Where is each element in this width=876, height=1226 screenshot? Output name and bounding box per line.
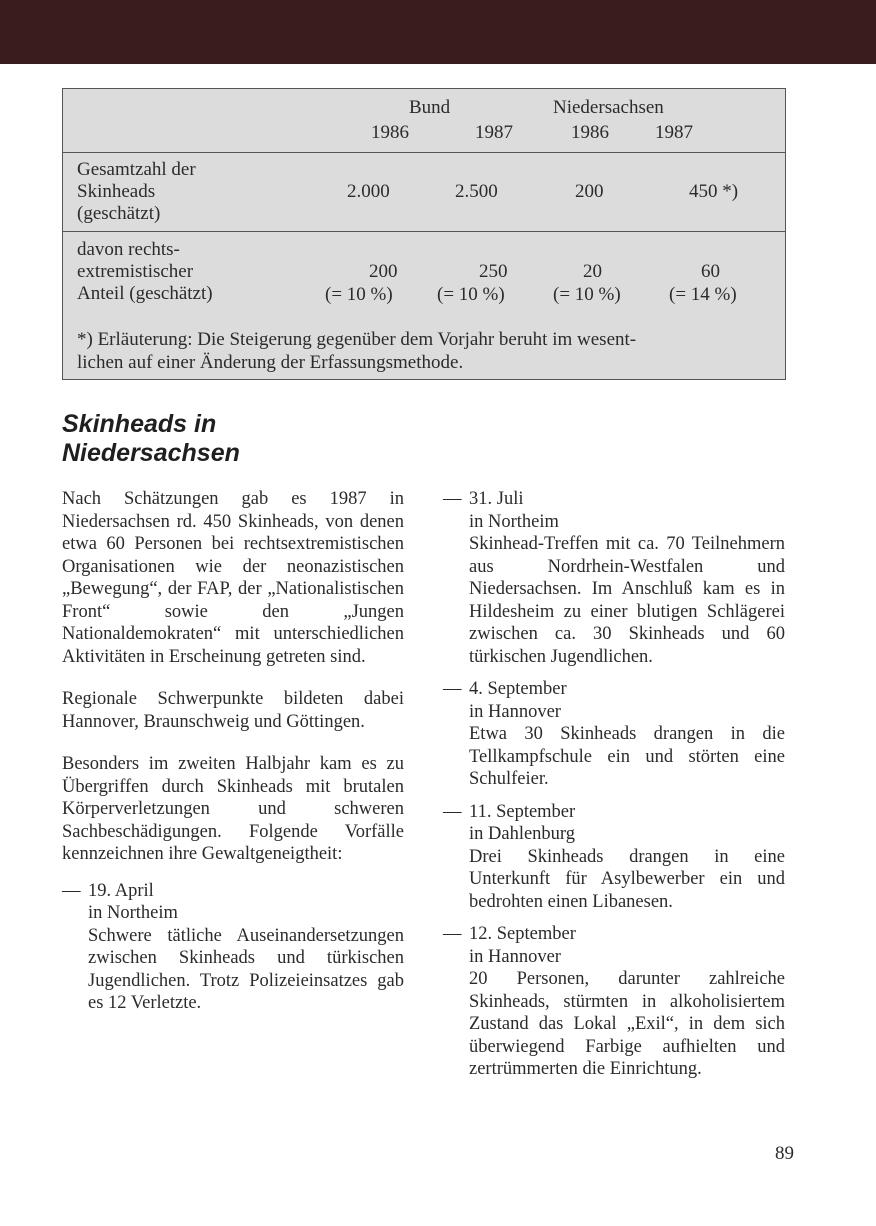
event-date: 12. September: [469, 924, 576, 944]
cell-value: 250: [479, 261, 508, 282]
paragraph: Besonders im zweiten Halbjahr kam es zu Übergriffen durch Skinheads mit brutalen Körperverletzungen und schweren Sachbeschädigungen. Folgende Vorfälle kennzeichnen ihre Gewaltgeneigtheit:: [62, 754, 404, 864]
paragraph: Nach Schätzungen gab es 1987 in Niedersachsen rd. 450 Skinheads, von denen etwa 60 Personen bei rechtsextremistischen Organisationen wie der neonazistischen „Bewegung“, der FAP, der „Nationalistischen Front“ sowie den „Jungen Nationaldemokraten“ mit unterschiedlichen Aktivitäten in Erscheinung getreten sind.: [62, 489, 404, 667]
left-column: [62, 488, 404, 1025]
cell-value: 2.500: [455, 181, 498, 202]
dash-marker: —: [62, 880, 81, 901]
event-date: 19. April: [88, 880, 154, 901]
section-title: Skinheads in Niedersachsen: [62, 410, 240, 467]
top-color-bar: [0, 0, 876, 64]
table-footnote-line: *) Erläuterung: Die Steigerung gegenüber dem Vorjahr beruht im wesent-: [77, 329, 637, 350]
table-divider: [63, 231, 785, 232]
event-item: [443, 678, 785, 791]
row-label-total: Gesamtzahl der Skinheads (geschätzt): [77, 159, 196, 224]
event-text: Skinhead-Treffen mit ca. 70 Teilnehmern aus Nordrhein-Westfalen und Niedersachsen. Im Anschluß kam es in Hildesheim zu einer blutigen Schlägerei zwischen ca. 30 Skinheads und 60 türkischen Jugendlichen.: [469, 534, 785, 667]
event-place: in Hannover: [469, 946, 561, 967]
header-year: 1987: [475, 122, 513, 143]
cell-value: 200: [369, 261, 398, 282]
event-item: [443, 923, 785, 1081]
right-column: [443, 488, 785, 1091]
dash-marker: —: [443, 801, 462, 822]
table-divider: [63, 152, 785, 153]
cell-value: 60: [701, 261, 720, 282]
cell-percent: (= 14 %): [669, 284, 737, 305]
header-bund: Bund: [409, 97, 451, 118]
header-year: 1986: [371, 122, 409, 143]
cell-percent: (= 10 %): [437, 284, 505, 305]
event-date: 4. September: [469, 679, 567, 699]
event-place: in Northeim: [88, 903, 178, 923]
dash-marker: —: [443, 679, 462, 699]
event-place: in Northeim: [469, 511, 559, 532]
event-text: 20 Personen, darunter zahlreiche Skinheads, stürmten in alkoholisiertem Zustand das Lokal „Exil“, in dem sich überwiegend Farbige aufhielten und zertrümmerten die Einrichtung.: [469, 969, 785, 1079]
event-place: in Hannover: [469, 701, 561, 722]
dash-marker: —: [443, 924, 462, 944]
event-text: Etwa 30 Skinheads drangen in die Tellkampfschule ein und störten eine Schulfeier.: [469, 724, 785, 789]
event-item: [443, 801, 785, 914]
header-year: 1987: [655, 122, 693, 143]
event-place: in Dahlenburg: [469, 824, 576, 844]
statistics-table: [62, 88, 786, 380]
event-item: [62, 880, 404, 1015]
dash-marker: —: [443, 489, 462, 509]
cell-percent: (= 10 %): [325, 284, 393, 305]
header-year: 1986: [571, 122, 609, 143]
event-date: 31. Juli: [469, 489, 524, 509]
cell-value: 2.000: [347, 181, 390, 202]
event-text: Schwere tätliche Auseinandersetzungen zwischen Skinheads und türkischen Jugendlichen. Trotz Polizeieinsatzes gab es 12 Verletzte.: [88, 925, 404, 1013]
header-niedersachsen: Niedersachsen: [553, 97, 664, 118]
cell-value: 20: [583, 261, 602, 282]
page-number: 89: [775, 1143, 794, 1164]
event-date: 11. September: [469, 801, 576, 822]
event-item: [443, 488, 785, 668]
cell-value: 200: [575, 181, 604, 202]
table-footnote-line: lichen auf einer Änderung der Erfassungsmethode.: [77, 352, 464, 373]
event-text: Drei Skinheads drangen in eine Unterkunft für Asylbewerber ein und bedrohten einen Libanesen.: [469, 846, 785, 912]
cell-value: 450 *): [689, 181, 739, 202]
row-label-extremist: davon rechts- extremistischer Anteil (geschätzt): [77, 239, 213, 304]
cell-percent: (= 10 %): [553, 284, 621, 305]
paragraph: Regionale Schwerpunkte bildeten dabei Hannover, Braunschweig und Göttingen.: [62, 689, 404, 732]
